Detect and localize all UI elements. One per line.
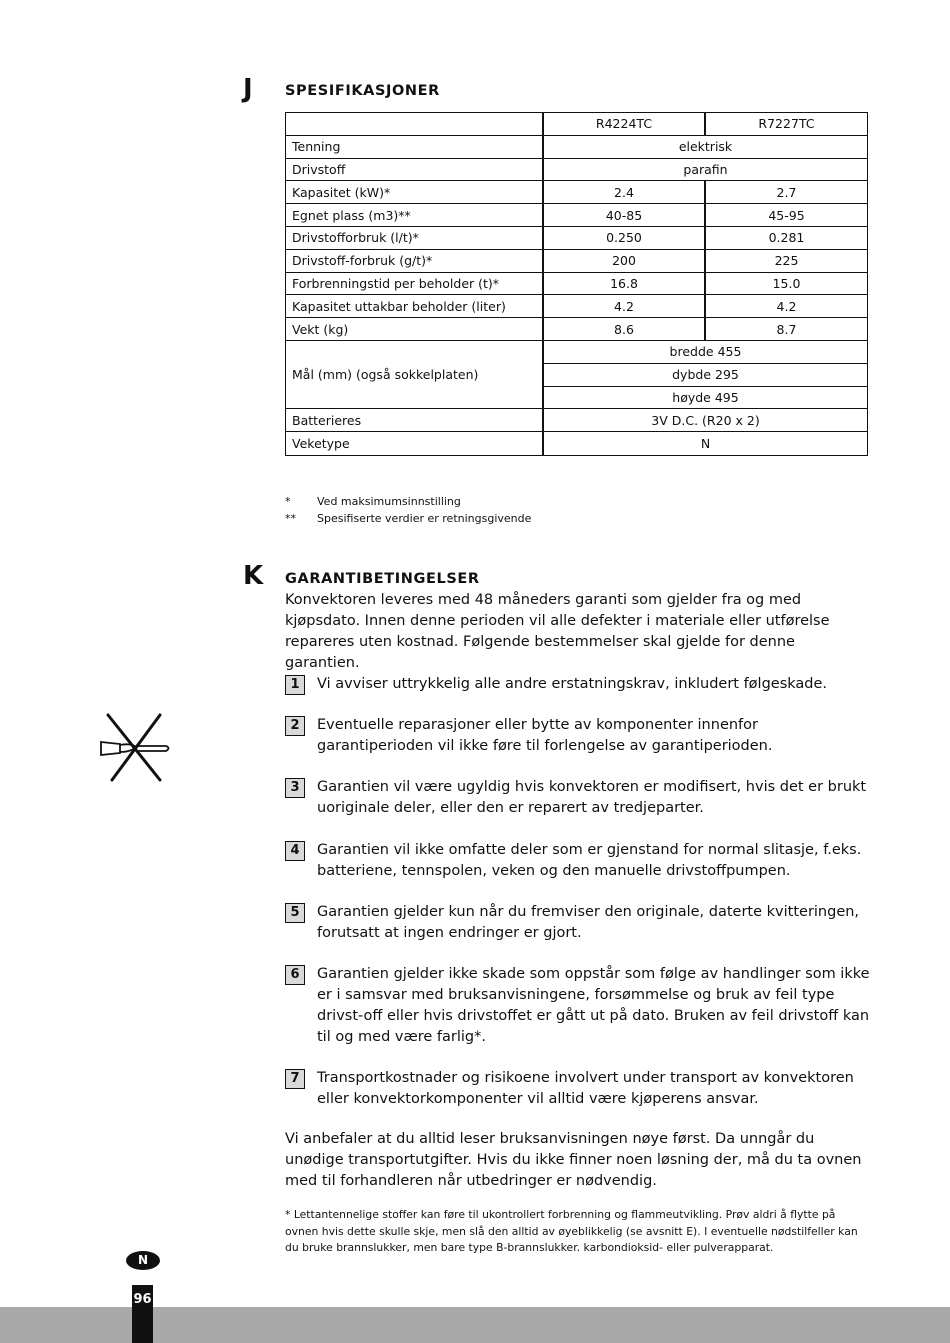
- warranty-closing: Vi anbefaler at du alltid leser bruksanvisningen nøye først. Da unngår du unødige transportutgifter. Hvis du ikke finner noen løsning der, må du ta ovnen med til forhandleren når utbedringer er nødvendig.: [285, 1131, 862, 1189]
- table-row: [286, 273, 867, 296]
- value-r7227tc: 0.281: [706, 227, 867, 250]
- value-r7227tc: 4.2: [706, 295, 867, 318]
- value-veketype: N: [543, 432, 867, 455]
- value-r7227tc: 8.7: [706, 318, 867, 341]
- table-footnotes: [285, 495, 531, 528]
- value-r7227tc: 45-95: [706, 204, 867, 227]
- model-header-r4224tc: R4224TC: [543, 113, 706, 136]
- row-label: Vekt (kg): [286, 318, 543, 341]
- item-text: Transportkostnader og risikoene involvert under transport av konvektoren eller konvektorkomponenter vil alltid være kjøperens ansvar.: [317, 1070, 854, 1107]
- warranty-item: [285, 777, 870, 819]
- footnote-row: [285, 495, 531, 512]
- warranty-item: [285, 1068, 870, 1110]
- item-number: 6: [285, 965, 305, 985]
- table-row: [286, 341, 867, 364]
- warranty-item: [285, 715, 870, 757]
- row-label: Kapasitet (kW)*: [286, 181, 543, 204]
- value-r7227tc: 225: [706, 250, 867, 273]
- item-text: Eventuelle reparasjoner eller bytte av komponenter innenfor garantiperioden vil ikke føre til forlengelse av garantiperioden.: [317, 717, 773, 754]
- warranty-item: [285, 840, 870, 882]
- table-row: [286, 409, 867, 432]
- row-label-veketype: Veketype: [286, 432, 543, 455]
- table-row: [286, 181, 867, 204]
- row-label: Drivstoff-forbruk (g/t)*: [286, 250, 543, 273]
- warranty-intro: Konvektoren leveres med 48 måneders garanti som gjelder fra og med kjøpsdato. Innen denne perioden vil alle defekter i materiale eller utførelse repareres uten kostnad. Følgende bestemmelser skal gjelde for denne garantien.: [285, 592, 830, 671]
- value-hoyde: høyde 495: [543, 387, 867, 410]
- value-tenning: elektrisk: [543, 136, 867, 159]
- row-label-drivstoff: Drivstoff: [286, 159, 543, 182]
- table-row: [286, 113, 867, 136]
- table-row: [286, 250, 867, 273]
- section-title-specifications: SPESIFIKASJONER: [285, 83, 440, 99]
- section-letter-j: J: [243, 74, 253, 104]
- item-text: Garantien vil være ugyldig hvis konvektoren er modifisert, hvis det er brukt uoriginale deler, eller den er reparert av tredjeparter.: [317, 779, 867, 816]
- value-r4224tc: 4.2: [543, 295, 706, 318]
- warranty-item: [285, 674, 870, 695]
- row-label-tenning: Tenning: [286, 136, 543, 159]
- item-number: 7: [285, 1069, 305, 1089]
- model-header-r7227tc: R7227TC: [706, 113, 867, 136]
- item-text: Vi avviser uttrykkelig alle andre erstatningskrav, inkludert følgeskade.: [317, 676, 828, 692]
- footnote-mark: **: [285, 511, 296, 525]
- table-row: [286, 204, 867, 227]
- value-r7227tc: 2.7: [706, 181, 867, 204]
- footnote-text: Spesifiserte verdier er retningsgivende: [317, 511, 532, 525]
- page-number: 96: [133, 1292, 152, 1307]
- item-number: 5: [285, 903, 305, 923]
- row-label: Forbrenningstid per beholder (t)*: [286, 273, 543, 296]
- row-label-maal: Mål (mm) (også sokkelplaten): [286, 341, 543, 409]
- value-r4224tc: 2.4: [543, 181, 706, 204]
- item-text: Garantien vil ikke omfatte deler som er gjenstand for normal slitasje, f.eks. batteriene, tennspolen, veken og den manuelle drivstoffpumpen.: [317, 842, 862, 879]
- table-row: [286, 295, 867, 318]
- value-dybde: dybde 295: [543, 364, 867, 387]
- item-number: 4: [285, 841, 305, 861]
- value-r4224tc: 0.250: [543, 227, 706, 250]
- footnote-mark: *: [285, 495, 291, 508]
- language-badge: N: [126, 1251, 160, 1270]
- value-r7227tc: 15.0: [706, 273, 867, 296]
- value-drivstoff: parafin: [543, 159, 867, 182]
- item-text: Garantien gjelder ikke skade som oppstår som følge av handlinger som ikke er i samsvar med bruksanvisningene, forsømmelse og bruk av feil type drivst-off eller hvis drivstoffet er gått ut på dato. Bruken av feil drivstoff kan til og med være farlig*.: [317, 966, 870, 1045]
- table-row: [286, 159, 867, 182]
- table-row: [286, 432, 867, 455]
- row-label: Drivstofforbruk (l/t)*: [286, 227, 543, 250]
- row-label-batterier: Batterieres: [286, 409, 543, 432]
- value-r4224tc: 200: [543, 250, 706, 273]
- table-header-blank: [286, 113, 543, 136]
- value-batterier: 3V D.C. (R20 x 2): [543, 409, 867, 432]
- table-row: [286, 227, 867, 250]
- item-text: Garantien gjelder kun når du fremviser den originale, daterte kvitteringen, forutsatt at ingen endringer er gjort.: [317, 904, 860, 941]
- row-label: Kapasitet uttakbar beholder (liter): [286, 295, 543, 318]
- warranty-item: [285, 902, 870, 944]
- specifications-table: [285, 112, 868, 456]
- value-r4224tc: 8.6: [543, 318, 706, 341]
- item-number: 1: [285, 675, 305, 695]
- warranty-footnote: * Lettantennelige stoffer kan føre til ukontrollert forbrenning og flammeutvikling. Prøv aldri å flytte på ovnen hvis dette skulle skje, men slå den alltid av øyeblikkelig (se avsnitt E). I eventuelle nødstilfeller kan du bruke brannslukker, men bare type B-brannslukker. karbondioksid- eller pulverapparat.: [285, 1208, 858, 1254]
- no-screwdriver-icon: [98, 712, 174, 782]
- item-number: 2: [285, 716, 305, 736]
- section-title-warranty: GARANTIBETINGELSER: [285, 571, 480, 587]
- value-bredde: bredde 455: [543, 341, 867, 364]
- table-row: [286, 136, 867, 159]
- value-r4224tc: 40-85: [543, 204, 706, 227]
- footnote-text: Ved maksimumsinnstilling: [317, 495, 461, 508]
- section-letter-k: K: [243, 561, 264, 591]
- item-number: 3: [285, 778, 305, 798]
- table-row: [286, 318, 867, 341]
- warranty-item: [285, 964, 870, 1048]
- footnote-row: [285, 512, 531, 529]
- value-r4224tc: 16.8: [543, 273, 706, 296]
- row-label: Egnet plass (m3)**: [286, 204, 543, 227]
